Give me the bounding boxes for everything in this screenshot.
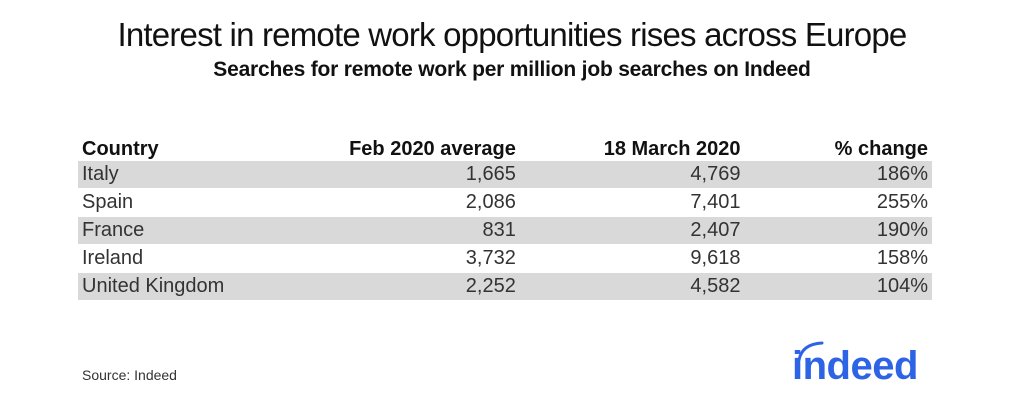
cell-pct: 190% [744, 217, 932, 245]
column-header-18-march-2020: 18 March 2020 [603, 138, 741, 160]
table-row [78, 161, 932, 189]
cell-mar: 7,401 [520, 189, 745, 217]
column-header-feb-2020-average: Feb 2020 average [349, 138, 516, 160]
table-row [78, 189, 932, 217]
cell-country: Ireland [78, 245, 289, 273]
cell-mar: 4,769 [520, 161, 745, 189]
column-header-country: Country [82, 138, 159, 160]
source-note: Source: Indeed [82, 367, 177, 383]
table-row [78, 245, 932, 273]
cell-country: United Kingdom [78, 273, 289, 301]
logo-wordmark: indeed [792, 344, 918, 388]
cell-mar: 9,618 [520, 245, 745, 273]
data-table [78, 134, 932, 301]
cell-pct: 158% [744, 245, 932, 273]
cell-feb: 1,665 [289, 161, 520, 189]
table-row [78, 273, 932, 301]
cell-country: Spain [78, 189, 289, 217]
cell-country: Italy [78, 161, 289, 189]
column-header-percent-change: % change [834, 138, 928, 160]
cell-pct: 104% [744, 273, 932, 301]
table-header-row [78, 134, 932, 161]
cell-feb: 2,252 [289, 273, 520, 301]
cell-mar: 2,407 [520, 217, 745, 245]
cell-country: France [78, 217, 289, 245]
chart-title: Interest in remote work opportunities rises across Europe [117, 16, 907, 53]
cell-feb: 3,732 [289, 245, 520, 273]
cell-pct: 186% [744, 161, 932, 189]
cell-feb: 831 [289, 217, 520, 245]
cell-pct: 255% [744, 189, 932, 217]
cell-feb: 2,086 [289, 189, 520, 217]
indeed-logo [792, 340, 942, 392]
cell-mar: 4,582 [520, 273, 745, 301]
table-row [78, 217, 932, 245]
chart-subtitle: Searches for remote work per million job searches on Indeed [213, 58, 811, 81]
